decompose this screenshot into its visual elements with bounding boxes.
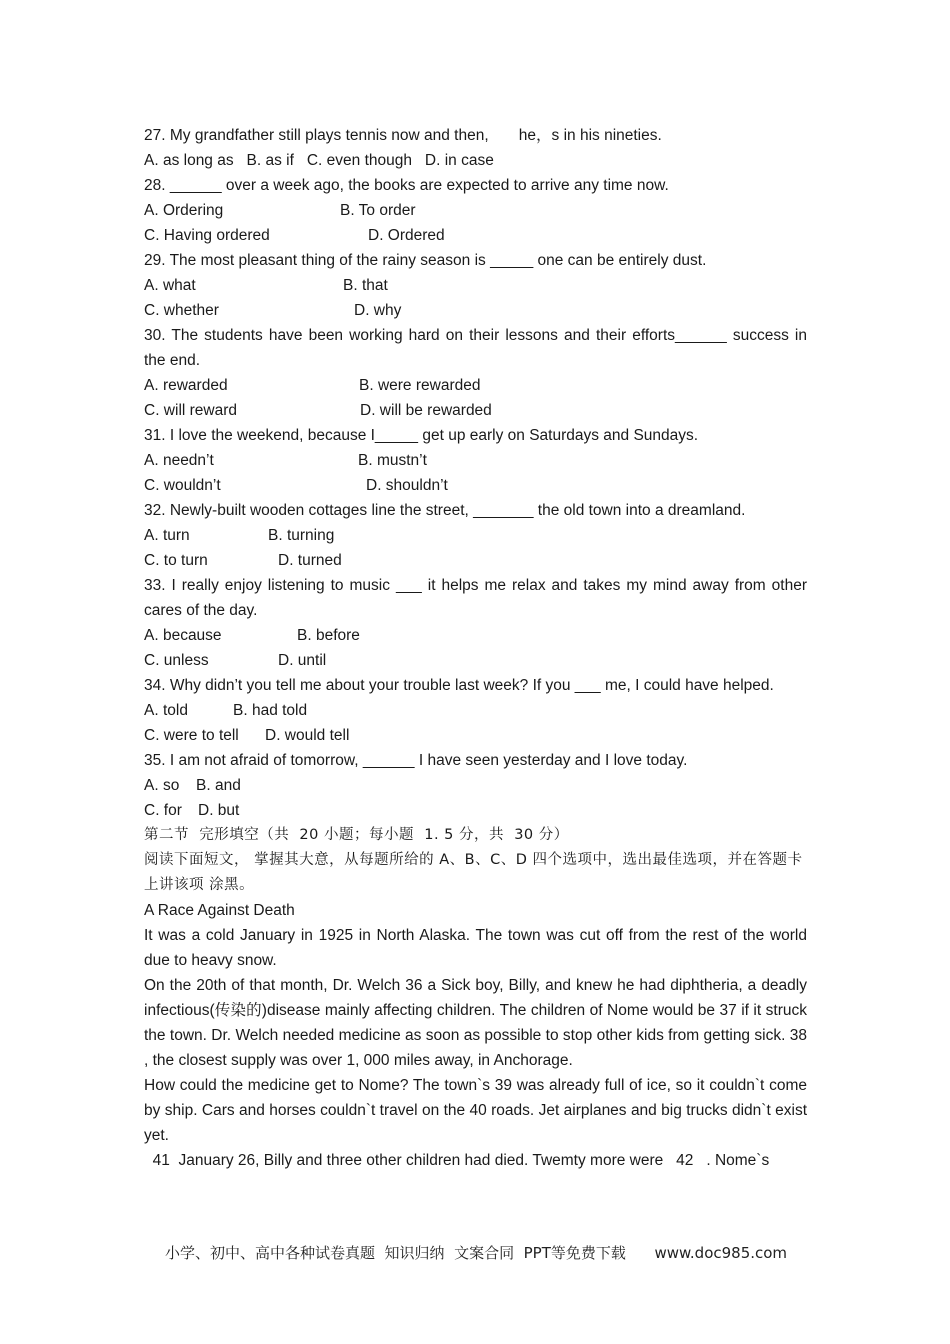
option-row [144, 398, 807, 423]
option-d: D. Ordered [368, 227, 445, 244]
option-b: B. To order [340, 202, 416, 219]
option-a: A. so [144, 777, 180, 794]
option-row [144, 473, 807, 498]
question-30 [144, 323, 807, 423]
question-33 [144, 573, 807, 673]
option-row [144, 648, 807, 673]
option-a: A. as long as [144, 152, 234, 169]
option-b: B. had told [233, 702, 308, 719]
passage-paragraph: On the 20th of that month, Dr. Welch 36 a Sick boy, Billy, and knew he had diphtheria, a deadly infectious(传染的)disease mainly affecting children. The children of Nome would be 37 if it struck the town. Dr. Welch needed medicine as soon as possible to stop other kids from getting sick. 38 , the closest supply was over 1, 000 miles away, in Anchorage. [144, 977, 807, 1069]
option-row [144, 373, 807, 398]
option-c: C. were to tell [144, 727, 239, 744]
option-c: C. Having ordered [144, 227, 270, 244]
option-row [144, 798, 807, 823]
question-stem: 35. I am not afraid of tomorrow, ______ I have seen yesterday and I love today. [144, 752, 688, 769]
question-34 [144, 673, 807, 748]
option-d: D. in case [424, 152, 494, 169]
question-stem: 29. The most pleasant thing of the rainy season is _____ one can be entirely dust. [144, 252, 707, 269]
option-b: B. were rewarded [359, 377, 481, 394]
option-a: A. told [144, 702, 188, 719]
question-27 [144, 123, 807, 173]
option-a: A. needn’t [144, 452, 214, 469]
option-row [144, 198, 807, 223]
option-c: C. will reward [144, 402, 238, 419]
option-a: A. rewarded [144, 377, 228, 394]
section-heading: 第二节 完形填空（共 20 小题；每小题 1. 5 分，共 30 分） [144, 827, 569, 843]
option-a: A. turn [144, 527, 190, 544]
option-b: B. and [196, 777, 241, 794]
passage-paragraph: It was a cold January in 1925 in North Alaska. The town was cut off from the rest of the world due to heavy snow. [144, 927, 807, 969]
question-stem: 30. The students have been working hard on their lessons and their efforts______ success in the end. [144, 327, 807, 369]
page-footer: 小学、初中、高中各种试卷真题 知识归纳 文案合同 PPT等免费下载 www.doc985.com [165, 1244, 788, 1262]
option-row [144, 723, 807, 748]
question-28 [144, 173, 807, 248]
option-b: B. turning [268, 527, 335, 544]
option-d: D. will be rewarded [360, 402, 492, 419]
option-c: C. for [144, 802, 182, 819]
question-29 [144, 248, 807, 323]
option-row [144, 448, 807, 473]
question-stem: 28. ______ over a week ago, the books are expected to arrive any time now. [144, 177, 669, 194]
question-stem: 33. I really enjoy listening to music ___ it helps me relax and takes my mind away from other cares of the day. [144, 577, 807, 619]
question-stem: 27. My grandfather still plays tennis now and then, he，s in his nineties. [144, 127, 662, 144]
option-row [144, 623, 807, 648]
option-b: B. before [297, 627, 360, 644]
question-stem: 31. I love the weekend, because I_____ get up early on Saturdays and Sundays. [144, 427, 699, 444]
option-a: A. what [144, 277, 196, 294]
option-d: D. would tell [265, 727, 350, 744]
option-d: D. until [278, 652, 327, 669]
question-35 [144, 748, 807, 823]
option-d: D. turned [278, 552, 342, 569]
option-row [144, 223, 807, 248]
option-row [144, 698, 807, 723]
passage-paragraph: How could the medicine get to Nome? The town`s 39 was already full of ice, so it couldn`t come by ship. Cars and horses couldn`t travel on the 40 roads. Jet airplanes and big trucks didn`t exist yet. [144, 1077, 807, 1144]
option-c: C. unless [144, 652, 209, 669]
option-row [144, 523, 807, 548]
question-32 [144, 498, 807, 573]
option-row [144, 548, 807, 573]
option-d: D. shouldn’t [366, 477, 448, 494]
option-row [144, 273, 807, 298]
option-c: C. even though [306, 152, 412, 169]
passage-title: A Race Against Death [144, 902, 295, 919]
question-stem: 34. Why didn’t you tell me about your trouble last week? If you ___ me, I could have helped. [144, 677, 774, 694]
option-c: C. wouldn’t [144, 477, 221, 494]
option-a: A. Ordering [144, 202, 224, 219]
option-c: C. to turn [144, 552, 208, 569]
option-b: B. that [343, 277, 388, 294]
option-d: D. but [198, 802, 240, 819]
option-row [144, 773, 807, 798]
option-b: B. mustn’t [358, 452, 427, 469]
section-instruction: 阅读下面短文， 掌握其大意，从每题所给的 A、B、C、D 四个选项中，选出最佳选项，并在答题卡上讲该项 涂黑。 [144, 852, 803, 893]
option-row [144, 298, 807, 323]
question-stem: 32. Newly-built wooden cottages line the street, _______ the old town into a dreamland. [144, 502, 746, 519]
option-c: C. whether [144, 302, 219, 319]
option-b: B. as if [246, 152, 294, 169]
option-row [144, 148, 807, 173]
passage-paragraph: 41 January 26, Billy and three other children had died. Twemty more were 42 . Nome`s [144, 1152, 770, 1169]
question-31 [144, 423, 807, 498]
option-a: A. because [144, 627, 222, 644]
exam-page [144, 123, 807, 1173]
option-d: D. why [354, 302, 402, 319]
